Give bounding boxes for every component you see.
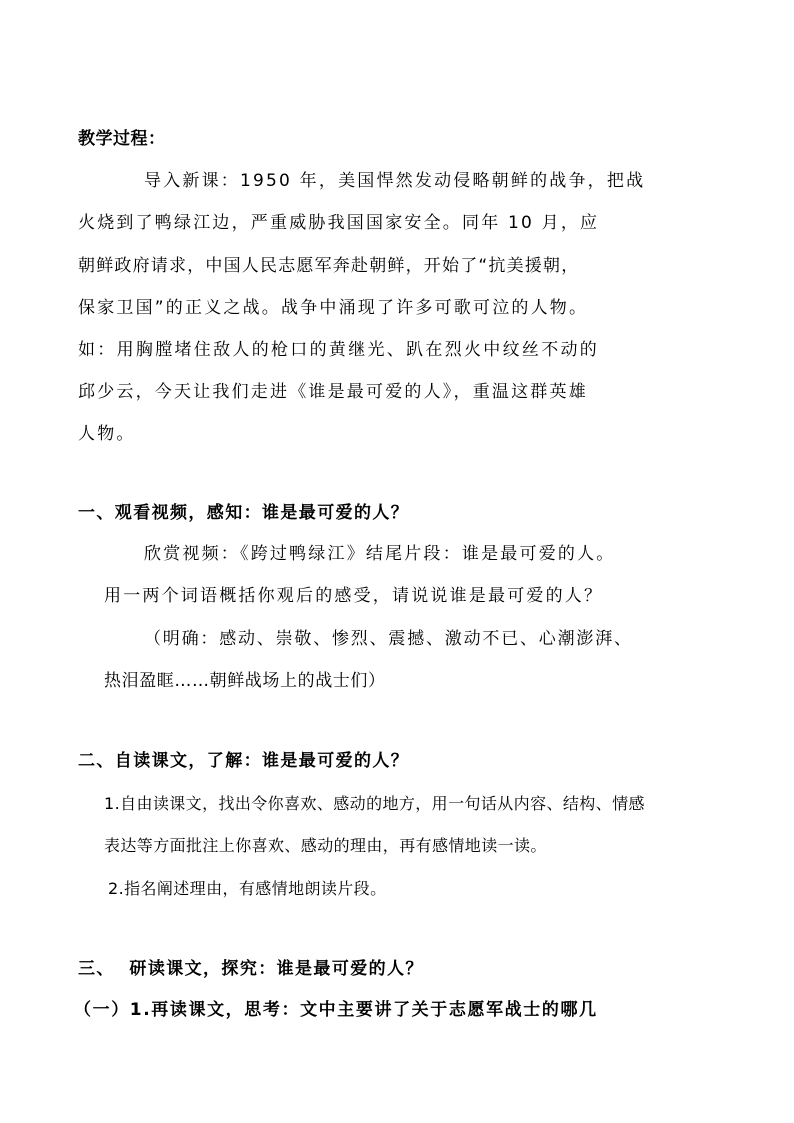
section2-line-2: 表达等方面批注上你喜欢、感动的理由，再有感情地读一读。 [104,836,547,855]
intro-line-6: 邱少云，今天让我们走进《谁是最可爱的人》，重温这群英雄 [78,382,588,402]
section1-line-1: 欣赏视频：《跨过鸭绿江》结尾片段：谁是最可爱的人。 [144,544,616,564]
section3-title: 三、 研读课文，探究：谁是最可爱的人？ [78,959,424,979]
section2-title: 二、自读课文，了解：谁是最可爱的人？ [78,751,410,771]
intro-line-5: 如：用胸膛堵住敌人的枪口的黄继光、趴在烈火中纹丝不动的 [78,340,600,360]
intro-line-3: 朝鲜政府请求，中国人民志愿军奔赴朝鲜，开始了“抗美援朝， [78,256,580,276]
section1-line-3: （明确：感动、崇敬、惨烈、震撼、激动不已、心潮澎湃、 [144,629,633,649]
heading-teaching-process: 教学过程： [78,129,166,149]
section3-subitem-1: （一）1.再读课文，思考：文中主要讲了关于志愿军战士的哪几 [74,1000,598,1020]
section1-line-4: 热泪盈眶……朝鲜战场上的战士们） [104,671,386,691]
section2-line-3: 2.指名阐述理由，有感情地朗读片段。 [108,879,387,898]
intro-line-1: 导入新课：1950 年，美国悍然发动侵略朝鲜的战争，把战 [144,171,646,191]
intro-line-4: 保家卫国”的正义之战。战争中涌现了许多可歌可泣的人物。 [78,298,589,318]
intro-line-2: 火烧到了鸭绿江边，严重威胁我国国家安全。同年 10 月，应 [78,213,600,233]
section1-title: 一、观看视频，感知：谁是最可爱的人？ [78,503,410,523]
section1-line-2: 用一两个词语概括你观后的感受，请说说谁是最可爱的人？ [104,586,604,606]
section2-line-1: 1.自由读课文，找出令你喜欢、感动的地方，用一句话从内容、结构、情感 [104,794,645,813]
intro-line-7: 人物。 [78,424,136,444]
